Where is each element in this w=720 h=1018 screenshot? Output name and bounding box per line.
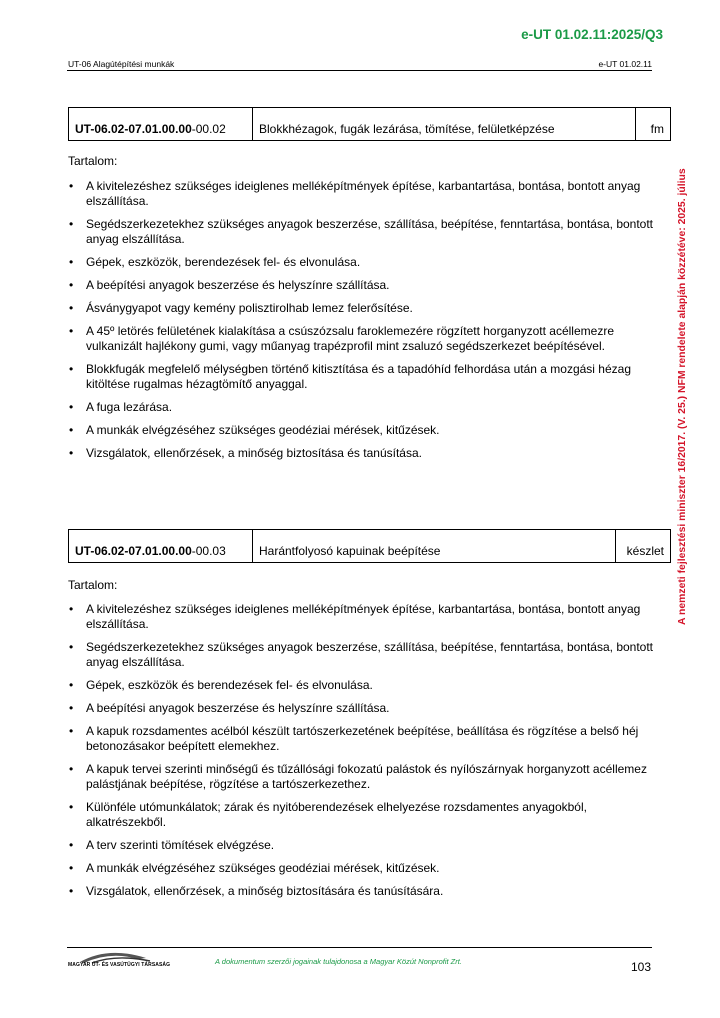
contents-list bbox=[68, 602, 658, 907]
list-item: • Segédszerkezetekhez szükséges anyagok beszerzése, szállítása, beépítése, fenntartása, bontása, bontott anyag elszállítása. bbox=[68, 217, 658, 247]
list-item: • A munkák elvégzéséhez szükséges geodéziai mérések, kitűzések. bbox=[68, 861, 658, 876]
page-number: 103 bbox=[630, 960, 651, 974]
item-code: UT-06.02-07.01.00.00-00.03 bbox=[69, 530, 253, 563]
company-logo-text: MAGYAR ÚT- ÉS VASÚTÜGYI TÁRSASÁG bbox=[68, 962, 171, 968]
copyright-note: A dokumentum szerzői jogainak tulajdonosa a Magyar Közút Nonprofit Zrt. bbox=[215, 957, 462, 966]
list-item: • Gépek, eszközök, berendezések fel- és elvonulása. bbox=[68, 255, 658, 270]
running-header-left: UT-06 Alagútépítési munkák bbox=[68, 59, 175, 69]
contents-label: Tartalom: bbox=[68, 154, 118, 168]
list-item: • Különféle utómunkálatok; zárak és nyitóberendezések elhelyezése rozsdamentes anyagokból, alkatrészekből. bbox=[68, 800, 658, 830]
list-item: • Ásványgyapot vagy kemény polisztirolhab lemez felerősítése. bbox=[68, 301, 658, 316]
list-item: • A munkák elvégzéséhez szükséges geodéziai mérések, kitűzések. bbox=[68, 423, 658, 438]
item-unit: készlet bbox=[616, 530, 671, 563]
item-header-table bbox=[68, 107, 671, 141]
side-publication-note: A nemzeti fejlesztési miniszter 16/2017. (V. 25.) NFM rendelete alapján közzétéve: 2025. július bbox=[677, 168, 688, 625]
list-item: • A kapuk tervei szerinti minőségű és tűzállósági fokozatú palástok és nyílószárnyak horganyzott acéllemez palástjának beépítése, rögzítése a tartószerkezethez. bbox=[68, 762, 658, 792]
list-item: • Vizsgálatok, ellenőrzések, a minőség biztosítása és tanúsítása. bbox=[68, 446, 658, 461]
item-code: UT-06.02-07.01.00.00-00.02 bbox=[69, 108, 253, 141]
contents-label: Tartalom: bbox=[68, 578, 118, 592]
list-item: • Gépek, eszközök és berendezések fel- és elvonulása. bbox=[68, 678, 658, 693]
list-item: • Blokkfugák megfelelő mélységben történő kitisztítása és a tapadóhíd felhordása után a mozgási hézag kitöltése rugalmas hézagtömítő anyaggal. bbox=[68, 362, 658, 392]
header-divider bbox=[67, 70, 652, 71]
list-item: • Vizsgálatok, ellenőrzések, a minőség biztosítására és tanúsítására. bbox=[68, 884, 658, 899]
item-title: Blokkhézagok, fugák lezárása, tömítése, felületképzése bbox=[253, 108, 636, 141]
list-item: • A terv szerinti tömítések elvégzése. bbox=[68, 838, 658, 853]
document-code: e-UT 01.02.11:2025/Q3 bbox=[521, 27, 663, 42]
list-item: • A 45º letörés felületének kialakítása a csúszózsalu faroklemezére rögzített horganyzott acéllemezre vulkanizált hajlékony gumi, vagy műanyag trapézprofil mint zsaluzó segédszerkezet beépítésével. bbox=[68, 324, 658, 354]
item-title: Harántfolyosó kapuinak beépítése bbox=[253, 530, 616, 563]
running-header-right: e-UT 01.02.11 bbox=[598, 59, 652, 69]
list-item: • A kivitelezéshez szükséges ideiglenes melléképítmények építése, karbantartása, bontása, bontott anyag elszállítása. bbox=[68, 602, 658, 632]
item-unit: fm bbox=[636, 108, 671, 141]
list-item: • A beépítési anyagok beszerzése és helyszínre szállítása. bbox=[68, 278, 658, 293]
list-item: • A fuga lezárása. bbox=[68, 400, 658, 415]
list-item: • A beépítési anyagok beszerzése és helyszínre szállítása. bbox=[68, 701, 658, 716]
contents-list bbox=[68, 179, 658, 469]
list-item: • A kapuk rozsdamentes acélból készült tartószerkezetének beépítése, beállítása és rögzítése a belső héj betonozásakor beépített elemekhez. bbox=[68, 724, 658, 754]
list-item: • A kivitelezéshez szükséges ideiglenes melléképítmények építése, karbantartása, bontása, bontott anyag elszállítása. bbox=[68, 179, 658, 209]
item-header-table bbox=[68, 529, 671, 563]
list-item: • Segédszerkezetekhez szükséges anyagok beszerzése, szállítása, beépítése, fenntartása, bontása, bontott anyag elszállítása. bbox=[68, 640, 658, 670]
